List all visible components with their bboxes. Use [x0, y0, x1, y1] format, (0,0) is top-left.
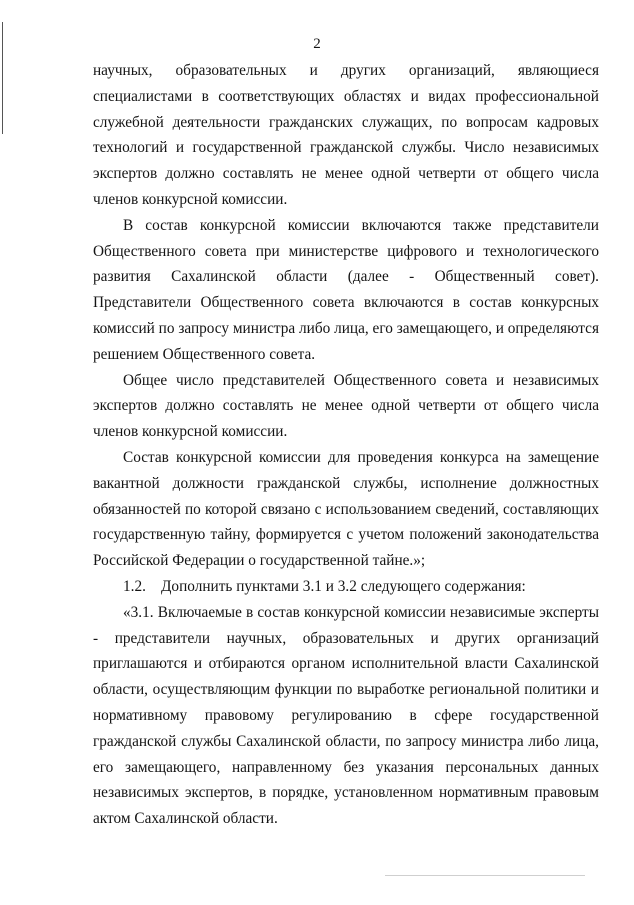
scan-artifact-line — [385, 875, 585, 876]
document-body — [93, 58, 599, 832]
paragraph-public-council: В состав конкурсной комиссии включаются также представители Общественного совета при министерстве цифрового и технологического развития Сахалинской области (далее - Общественный совет). Представители Общественного совета включаются в состав конкурсных комиссий по запросу министра либо лица, его замещающего, и определяются решением Общественного совета. — [93, 216, 600, 363]
paragraph-continuation: научных, образовательных и других организаций, являющиеся специалистами в соответствующих областях и видах профессиональной служебной деятельности гражданских служащих, по вопросам кадровых технологий и государственной гражданской службы. Число независимых экспертов должно составлять не менее одной четверти от общего числа членов конкурсной комиссии. — [93, 62, 599, 208]
item-number: 1.2. — [123, 577, 146, 595]
paragraph-3-1: «3.1. Включаемые в состав конкурсной комиссии независимые эксперты - представители научных, образовательных и других организаций приглашаются и отбираются органом исполнительной власти Сахалинской области, осуществляющим функции по выработке региональной политики и нормативному правовому регулированию в сфере государственной гражданской службы Сахалинской области, по запросу министра либо лица, его замещающего, направленному без указания персональных данных независимых экспертов, в порядке, установленном нормативным правовым актом Сахалинской области. — [93, 603, 599, 828]
item-text: Дополнить пунктами 3.1 и 3.2 следующего содержания: — [161, 577, 526, 595]
paragraph-state-secret: Состав конкурсной комиссии для проведения конкурса на замещение вакантной должности гражданской службы, исполнение должностных обязанностей по которой связано с использованием сведений, составляющих государственную тайну, формируется с учетом положений законодательства Российской Федерации о государственной тайне.»; — [93, 448, 599, 570]
item-1-2 — [93, 574, 599, 600]
page-number: 2 — [313, 36, 321, 52]
paragraph-total-number: Общее число представителей Общественного совета и независимых экспертов должно составлять не менее одной четверти от общего числа членов конкурсной комиссии. — [93, 371, 599, 441]
